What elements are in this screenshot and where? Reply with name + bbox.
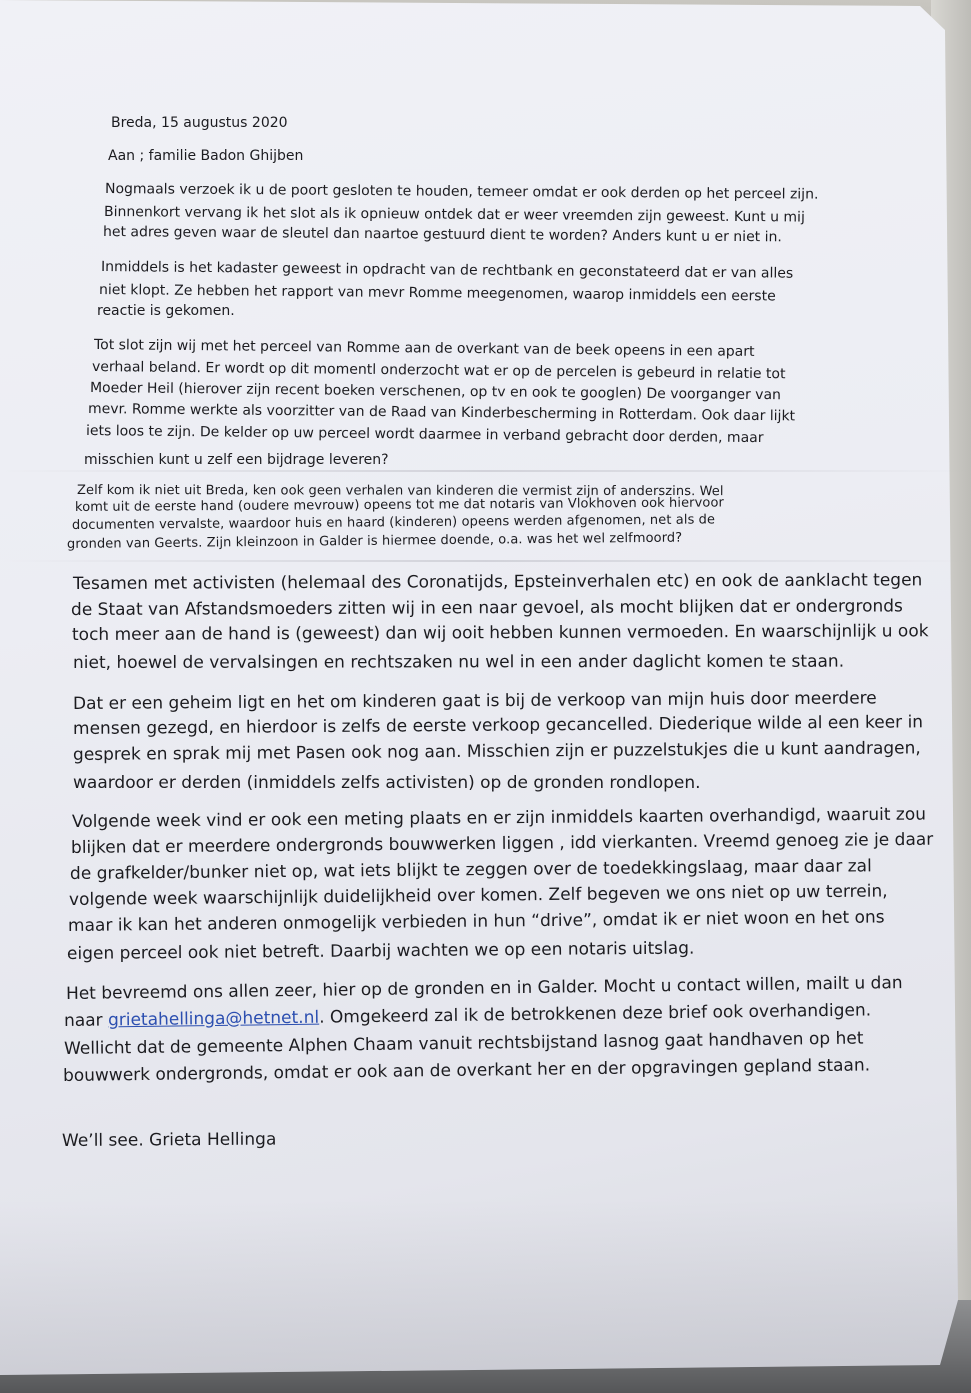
paragraph-3-line: Moeder Heil (hierover zijn recent boeken verschenen, op tv en ook te googlen) De voorganger van [89,380,782,404]
paragraph-4-line: Zelf kom ik niet uit Breda, ken ook geen verhalen van kinderen die vermist zijn of anderszins. Wel [76,483,724,500]
paragraph-3-line: misschien kunt u zelf een bijdrage leveren? [84,452,389,468]
paragraph-3-line: iets loos te zijn. De kelder op uw perceel wordt daarmee in verband gebracht door derden, maar [85,423,764,447]
letter-addressee: Aan ; familie Badon Ghijben [108,148,304,164]
paragraph-2-line: reactie is gekomen. [97,303,235,319]
paragraph-3-line: mevr. Romme werkte als voorzitter van de Raad van Kinderbescherming in Rotterdam. Ook daar lijkt [87,401,796,425]
paragraph-8-line: Wellicht dat de gemeente Alphen Chaam vanuit rechtsbijstand lasnog gaat handhaven op het [63,1028,864,1059]
paragraph-7-line: volgende week waarschijnlijk duidelijkheid over komen. Zelf begeven we ons niet op uw terrein, [68,881,888,910]
paragraph-3-line: verhaal beland. Er wordt op dit momentl onderzocht wat er op de percelen is gebeurd in relatie tot [91,359,786,383]
email-link[interactable]: grietahellinga@hetnet.nl [107,1007,320,1031]
paragraph-2-line: Inmiddels is het kadaster geweest in opdracht van de rechtbank en geconstateerd dat er van alles [100,259,794,282]
paragraph-6-line: gesprek en sprak mij met Pasen ook nog aan. Misschien zijn er puzzelstukjes die u kunt aandragen, [72,738,921,765]
paragraph-1-line: Nogmaals verzoek ik u de poort gesloten te houden, temeer omdat er ook derden op het perceel zijn. [104,181,819,203]
paragraph-6-line: Dat er een geheim ligt en het om kinderen gaat is bij de verkoop van mijn huis door meerdere [72,688,877,714]
paragraph-1-line: Binnenkort vervang ik het slot als ik opnieuw ontdek dat er weer vreemden zijn geweest. Kunt u mij [103,204,805,226]
paragraph-4-line: documenten vervalste, waardoor huis en haard (kinderen) opeens werden afgenomen, net als de [71,512,716,533]
paragraph-5-line: de Staat van Afstandsmoeders zitten wij in een naar gevoel, als mocht blijken dat er ondergronds [70,596,903,620]
paragraph-6-line: mensen gezegd, en hierdoor is zelfs de eerste verkoop gecancelled. Diederique wilde al een keer in [72,712,924,739]
paragraph-7-line: Volgende week vind er ook een meting plaats en er zijn inmiddels kaarten overhandigd, waaruit zou [71,804,927,832]
paragraph-8-line: Het bevreemd ons allen zeer, hier op de gronden en in Galder. Mocht u contact willen, mailt u dan [65,973,903,1004]
contact-prefix: naar [63,1010,109,1031]
paragraph-7-line: de grafkelder/bunker niet op, wat iets blijkt te zeggen over de toedekkingslaag, maar daar zal [69,856,872,884]
paragraph-4-line: komt uit de eerste hand (oudere mevrouw) opeens tot me dat notaris van Vlokhoven ook hiervoor [74,495,725,515]
paragraph-5-line: Tesamen met activisten (helemaal des Coronatijds, Epsteinverhalen etc) en ook de aanklacht tegen [72,570,923,594]
paragraph-8-contact-line [64,1000,871,1031]
contact-suffix: . Omgekeerd zal ik de betrokkenen deze brief ook overhandigen. [319,1000,872,1028]
paragraph-3-line: Tot slot zijn wij met het perceel van Romme aan de overkant van de beek opeens in een apart [93,337,755,360]
paragraph-5-line: toch meer aan de hand is (geweest) dan wij ooit hebben kunnen vermoeden. En waarschijnlijk u ook [71,621,929,645]
letter-date: Breda, 15 augustus 2020 [111,115,288,131]
paragraph-7-line: maar ik kan het anderen onmogelijk verbieden in hun “drive”, omdat ik er niet woon en het ons [67,907,885,936]
letter-signature: We’ll see. Grieta Hellinga [61,1129,277,1151]
paragraph-7-line: blijken dat er meerdere ondergronds bouwwerken liggen , idd vierkanten. Vreemd genoeg zie je daar [70,829,934,858]
paragraph-5-line: niet, hoewel de vervalsingen en rechtszaken nu wel in een ander daglicht komen te staan. [72,651,845,673]
paragraph-8-line: bouwwerk ondergronds, omdat er ook aan de overkant her en der opgravingen gepland staan. [62,1055,871,1086]
paragraph-4-line: gronden van Geerts. Zijn kleinzoon in Galder is hiermee doende, o.a. was het wel zelfmoord? [66,530,683,552]
paragraph-2-line: niet klopt. Ze hebben het rapport van mevr Romme meegenomen, waarop inmiddels een eerste [98,282,776,305]
paragraph-1-line: het adres geven waar de sleutel dan naartoe gestuurd dient te worden? Anders kunt u er niet in. [102,224,782,246]
paragraph-6-line: waardoor er derden (inmiddels zelfs activisten) op de gronden rondlopen. [73,773,701,793]
paragraph-7-line: eigen perceel ook niet betreft. Daarbij wachten we op een notaris uitslag. [66,938,695,964]
